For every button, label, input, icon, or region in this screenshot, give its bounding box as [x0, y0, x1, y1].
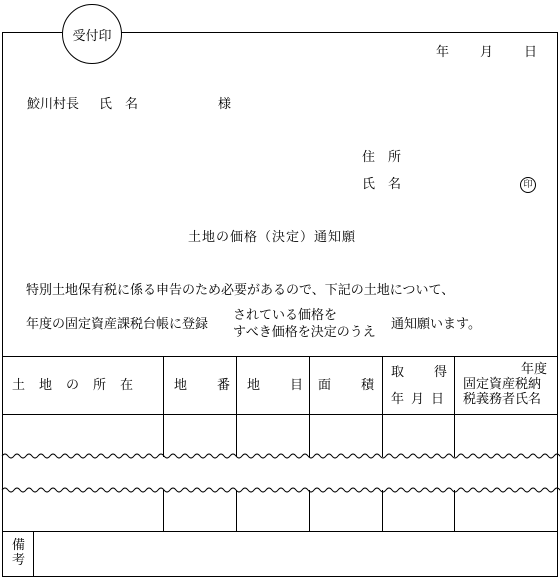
frame-top-left: [2, 32, 62, 33]
header-taxpayer-line2: 税義務者氏名: [463, 392, 542, 407]
col-sep-4-lower: [382, 490, 383, 531]
date-day: 日: [524, 45, 538, 60]
addressee-village-head: 鮫川村長: [27, 97, 80, 112]
col-sep-2: [236, 356, 237, 457]
addressee-honorific: 様: [218, 97, 232, 112]
reception-stamp-circle: [62, 4, 122, 64]
frame-top-right: [120, 32, 557, 33]
header-taxpayer-year: 年度: [521, 362, 548, 377]
header-acquisition-date: 年月日: [391, 392, 452, 407]
col-sep-1: [163, 356, 164, 457]
col-sep-4: [382, 356, 383, 457]
table-break-wave-upper: [0, 451, 560, 461]
body-line2-option-b: すべき価格を決定のうえ: [233, 325, 376, 340]
applicant-name-label: 氏 名: [362, 177, 402, 192]
body-line2-prefix: 年度の固定資産課税台帳に登録: [26, 317, 209, 332]
table-rows-bottom: [2, 531, 558, 532]
date-year: 年: [436, 45, 450, 60]
remarks-divider: [33, 531, 34, 576]
remarks-label: 備考: [12, 538, 26, 568]
applicant-address-label: 住 所: [362, 150, 402, 165]
addressee-name-label: 氏 名: [99, 97, 139, 112]
body-line1: 特別土地保有税に係る申告のため必要があるので、下記の土地について、: [26, 283, 455, 298]
col-sep-3: [309, 356, 310, 457]
header-location: 土地の所在: [12, 378, 148, 393]
body-line2-option-a: されている価格を: [233, 308, 338, 323]
table-top-border: [2, 356, 558, 357]
table-break-wave-lower: [0, 485, 560, 495]
seal-mark-icon: 印: [520, 177, 536, 193]
header-acquisition-label: 取得: [391, 365, 478, 380]
table-break-gap: [3, 461, 556, 486]
header-lot-number: 地番: [174, 378, 261, 393]
date-month: 月: [480, 45, 494, 60]
table-header-bottom: [2, 414, 558, 415]
col-sep-1-lower: [163, 490, 164, 531]
form-title: 土地の価格（決定）通知願: [188, 230, 357, 245]
body-line2-suffix: 通知願います。: [391, 317, 481, 332]
header-taxpayer-line1: 固定資産税納: [463, 377, 542, 392]
header-area: 面積: [318, 378, 405, 393]
reception-stamp-label: 受付印: [72, 29, 112, 44]
header-land-category: 地目: [247, 378, 334, 393]
col-sep-3-lower: [309, 490, 310, 531]
col-sep-2-lower: [236, 490, 237, 531]
frame-bottom: [2, 576, 558, 577]
col-sep-5-lower: [454, 490, 455, 531]
